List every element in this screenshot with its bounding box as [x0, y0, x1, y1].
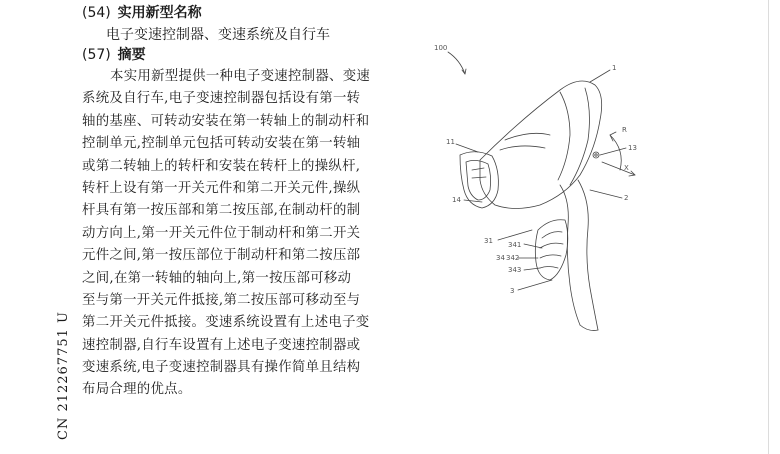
section-57-heading [82, 44, 146, 64]
patent-drawing [420, 40, 680, 340]
patent-number-vertical: CN 212267751 U [56, 311, 71, 440]
abstract-line: 动方向上,第一开关元件位于制动杆和第二开关 [82, 225, 361, 241]
abstract-line: 系统及自行车,电子变速控制器包括设有第一转 [82, 91, 361, 107]
label-31: 31 [484, 237, 493, 245]
section-54-heading [82, 2, 202, 22]
abstract-body [82, 66, 378, 402]
abstract-line: 第二开关元件抵接。变速系统设置有上述电子变 [82, 315, 370, 331]
abstract-line: 之间,在第一转轴的轴向上,第一按压部可移动 [82, 270, 352, 286]
label-343: 343 [508, 266, 522, 274]
abstract-line: 轴的基座、可转动安装在第一转轴上的制动杆和 [82, 113, 370, 129]
label-34: 34 [496, 254, 505, 262]
label-14: 14 [452, 196, 461, 204]
section-57-number: (57) [82, 47, 111, 63]
section-54-label: 实用新型名称 [117, 5, 202, 21]
label-11: 11 [446, 138, 455, 146]
abstract-line: 变速系统,电子变速控制器具有操作简单且结构 [82, 360, 361, 376]
abstract-line: 控制单元,控制单元包括可转动安装在第一转轴 [82, 136, 361, 152]
label-341: 341 [508, 241, 522, 249]
abstract-line: 转杆上设有第一开关元件和第二开关元件,操纵 [82, 180, 361, 196]
abstract-line: 布局合理的优点。 [82, 382, 192, 398]
label-13: 13 [628, 144, 637, 152]
section-54-number: (54) [82, 5, 111, 21]
abstract-line: 速控制器,自行车设置有上述电子变速控制器或 [82, 337, 361, 353]
label-100: 100 [434, 44, 448, 52]
label-1: 1 [612, 64, 617, 72]
page-edge-divider [768, 0, 769, 454]
label-x: X [624, 164, 629, 172]
abstract-line: 本实用新型提供一种电子变速控制器、变速 [110, 69, 371, 84]
utility-model-title: 电子变速控制器、变速系统及自行车 [106, 27, 330, 43]
shift-lever-drawing [420, 40, 680, 340]
abstract-line: 或第二转轴上的转杆和安装在转杆上的操纵杆, [82, 158, 361, 174]
label-342: 342 [506, 254, 520, 262]
label-r: R [622, 126, 627, 134]
abstract-line: 元件之间,第一按压部位于制动杆和第二按压部 [82, 248, 361, 264]
abstract-line: 杆具有第一按压部和第二按压部,在制动杆的制 [82, 203, 361, 219]
abstract-line: 至与第一开关元件抵接,第二按压部可移动至与 [82, 292, 361, 308]
label-2: 2 [624, 194, 629, 202]
section-57-label: 摘要 [117, 47, 146, 63]
label-3: 3 [510, 287, 515, 295]
